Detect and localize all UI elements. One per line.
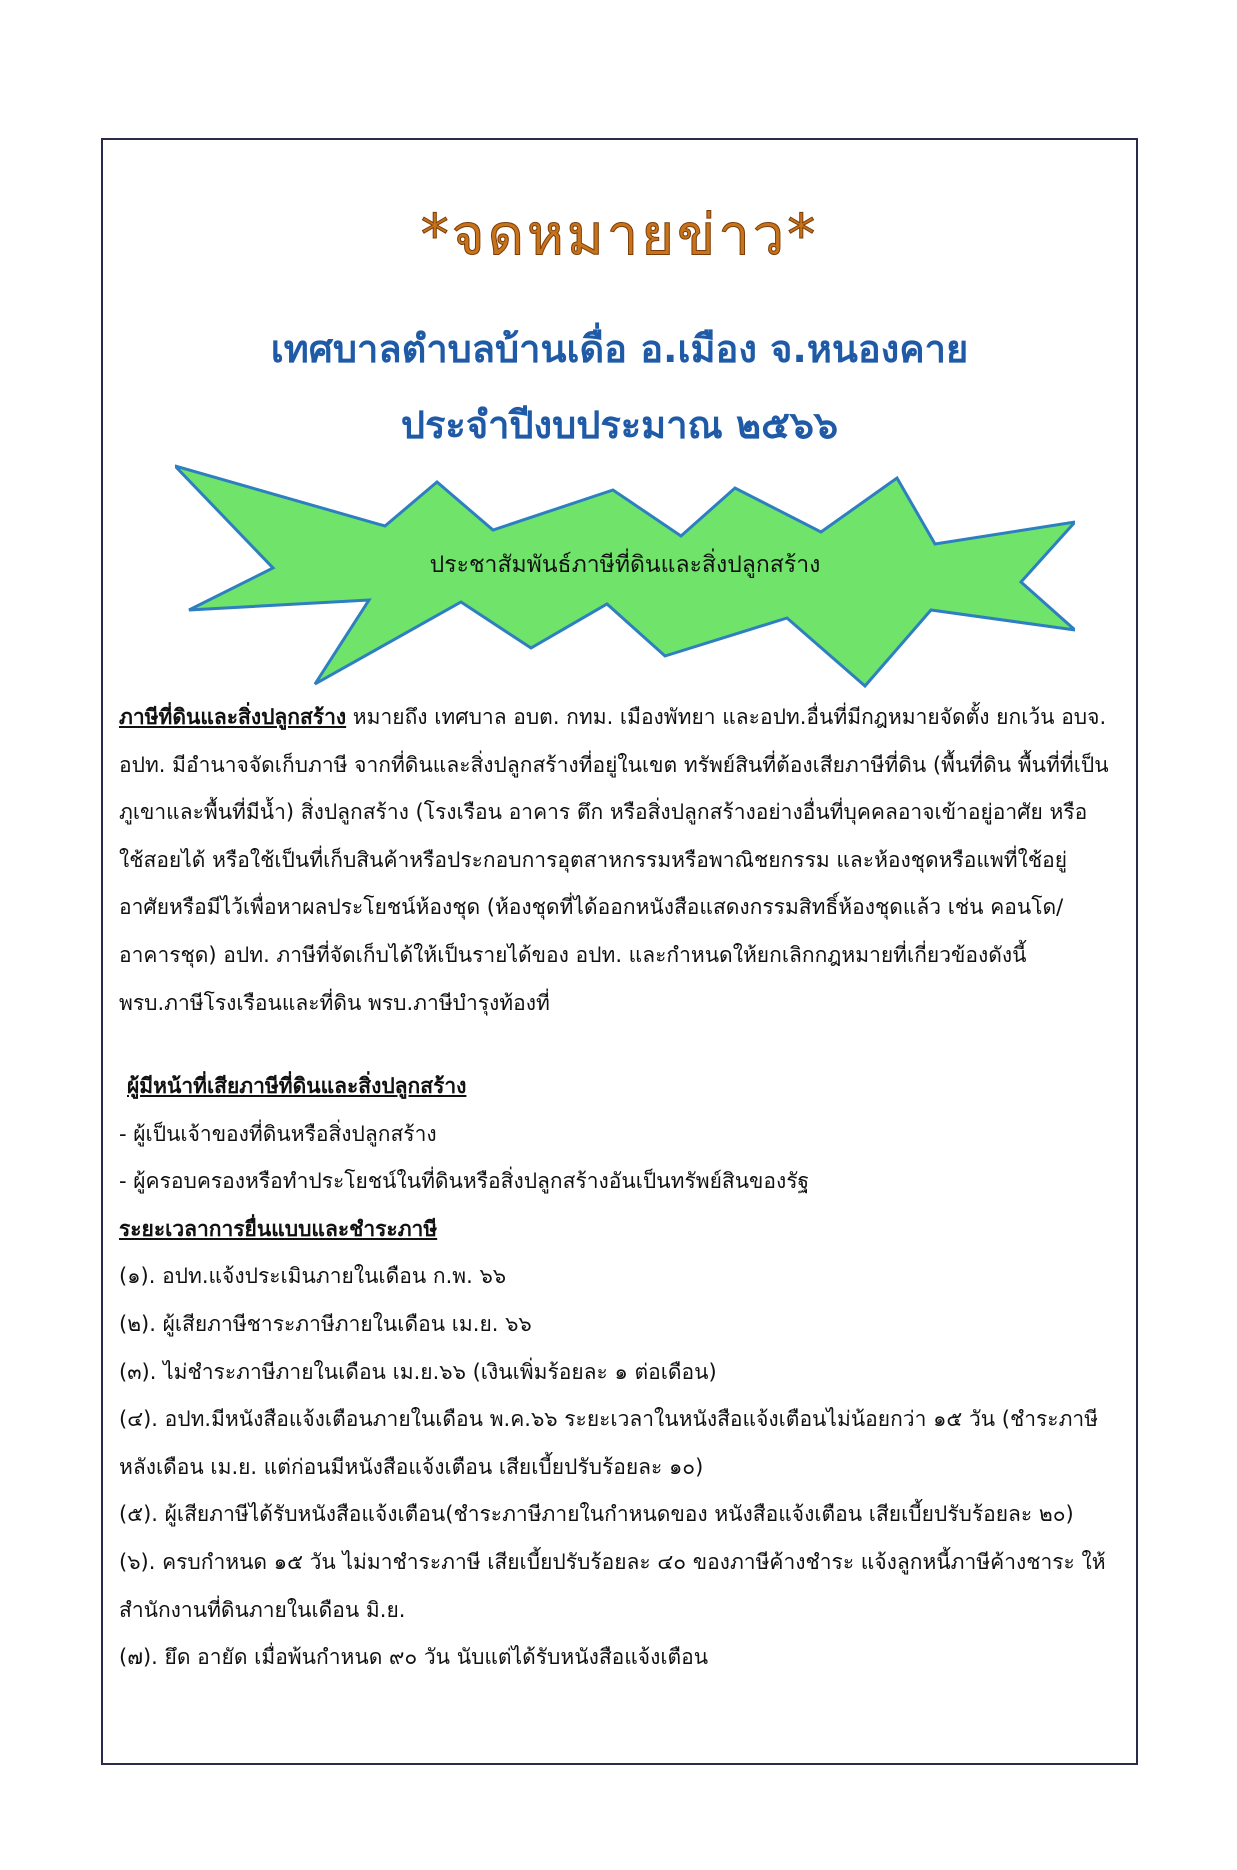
intro-paragraph <box>119 694 1117 1027</box>
page-title: *จดหมายข่าว* <box>420 203 819 268</box>
details-section <box>119 1063 1117 1682</box>
taxpayers-heading: ผู้มีหน้าที่เสียภาษีที่ดินและสิ่งปลูกสร้าง <box>127 1074 467 1098</box>
list-item: - ผู้ครอบครองหรือทำประโยชน์ในที่ดินหรือสิ่งปลูกสร้างอันเป็นทรัพย์สินของรัฐ <box>119 1169 810 1194</box>
list-item: (๕). ผู้เสียภาษีได้รับหนังสือแจ้งเตือน(ชำระภาษีภายในกำหนดของ หนังสือแจ้งเตือน เสียเบี้ยปรับร้อยละ ๒๐) <box>119 1502 1074 1527</box>
list-item: (๔). อปท.มีหนังสือแจ้งเตือนภายในเดือน พ.ค.๖๖ ระยะเวลาในหนังสือแจ้งเตือนไม่น้อยกว่า ๑๕ วัน (ชำระภาษี หลังเดือน เม.ย. แต่ก่อนมีหนังสือแจ้งเตือน เสียเบี้ยปรับร้อยละ ๑๐) <box>119 1407 1099 1479</box>
intro-term: ภาษีที่ดินและสิ่งปลูกสร้าง <box>119 705 347 729</box>
list-item: (๓). ไม่ชำระภาษีภายในเดือน เม.ย.๖๖ (เงินเพิ่มร้อยละ ๑ ต่อเดือน) <box>119 1359 717 1384</box>
banner-label: ประชาสัมพันธ์ภาษีที่ดินและสิ่งปลูกสร้าง <box>429 552 821 578</box>
list-item: - ผู้เป็นเจ้าของที่ดินหรือสิ่งปลูกสร้าง <box>119 1121 437 1146</box>
list-item: (๖). ครบกำหนด ๑๕ วัน ไม่มาชำระภาษี เสียเบี้ยปรับร้อยละ ๔๐ ของภาษีค้างชำระ แจ้งลูกหนี้ภาษีค้างชาระ ให้ สำนักงานที่ดินภายในเดือน มิ.ย. <box>119 1549 1106 1622</box>
list-item: (๑). อปท.แจ้งประเมินภายในเดือน ก.พ. ๖๖ <box>119 1264 507 1289</box>
intro-text: หมายถึง เทศบาล อบต. กทม. เมืองพัทยา และอปท.อื่นที่มีกฎหมายจัดตั้ง ยกเว้น อบจ. อปท. มีอำนาจจัดเก็บภาษี จากที่ดินและสิ่งปลูกสร้างที่อยู่ในเขต ทรัพย์สินที่ต้องเสียภาษีที่ดิน (พื้นที่ดิน พื้นที่ที่เป็นภูเขาและพื้นที่มีน้ำ) สิ่งปลูกสร้าง (โรงเรือน อาคาร ตึก หรือสิ่งปลูกสร้างอย่างอื่นที่บุคคลอาจเข้าอยู่อาศัย หรือใช้สอยได้ หรือใช้เป็นที่เก็บสินค้าหรือประกอบการอุตสาหกรรมหรือพาณิชยกรรม และห้องชุดหรือแพที่ใช้อยู่ อาศัยหรือมีไว้เพื่อหาผลประโยชน์ห้องชุด (ห้องชุดที่ได้ออกหนังสือแสดงกรรมสิทธิ์ห้องชุดแล้ว เช่น คอนโด/อาคารชุด) อปท. ภาษีที่จัดเก็บได้ให้เป็นรายได้ของ อปท. และกำหนดให้ยกเลิกกฎหมายที่เกี่ยวข้องดังนี้ พรบ.ภาษีโรงเรือนและที่ดิน พรบ.ภาษีบำรุงท้องที่ <box>119 705 1109 1015</box>
list-item: (๗). ยึด อายัด เมื่อพ้นกำหนด ๙๐ วัน นับแต่ได้รับหนังสือแจ้งเตือน <box>119 1645 709 1670</box>
list-item: (๒). ผู้เสียภาษีชาระภาษีภายในเดือน เม.ย. ๖๖ <box>119 1311 532 1336</box>
organization-name: เทศบาลตำบลบ้านเดื่อ อ.เมือง จ.หนองคาย <box>270 327 969 371</box>
fiscal-year: ประจำปีงบประมาณ ๒๕๖๖ <box>400 403 839 447</box>
schedule-heading: ระยะเวลาการยื่นแบบและชำระภาษี <box>119 1216 438 1241</box>
